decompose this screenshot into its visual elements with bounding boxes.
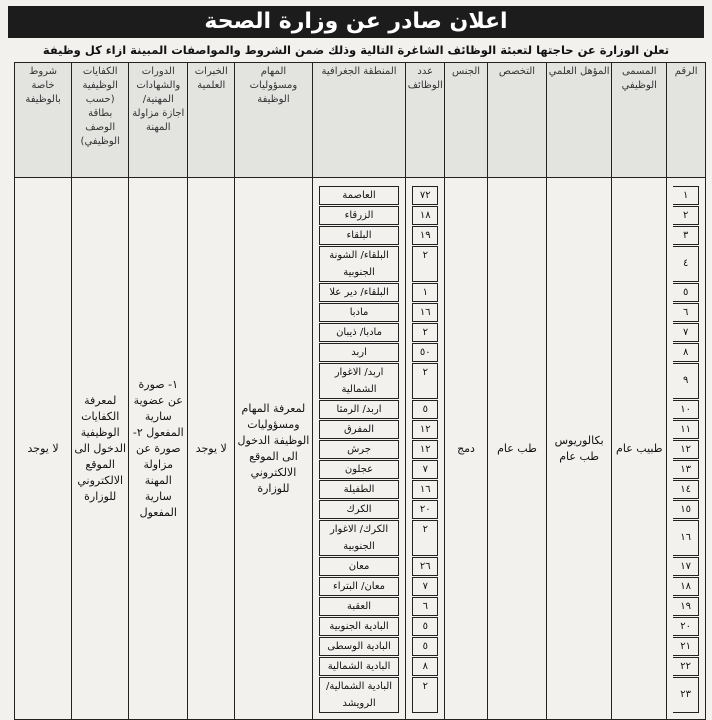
- row-count: ٧٢: [412, 186, 438, 205]
- row-region: الكرك: [319, 500, 400, 519]
- row-region: البادية الشمالية: [319, 657, 400, 676]
- row-number: ٨: [673, 343, 699, 362]
- row-count: ٥: [412, 400, 438, 419]
- row-count: ٨: [412, 657, 438, 676]
- header-number: الرقم: [667, 63, 706, 178]
- row-number: ١٨: [673, 577, 699, 596]
- row-number: ١١: [673, 420, 699, 439]
- row-number: ٢٢: [673, 657, 699, 676]
- row-region: الزرقاء: [319, 206, 400, 225]
- row-region: المفرق: [319, 420, 400, 439]
- header-tasks: المهام ومسؤوليات الوظيفة: [235, 63, 312, 178]
- announcement-banner: اعلان صادر عن وزارة الصحة: [8, 6, 704, 38]
- row-region: معان: [319, 557, 400, 576]
- row-number: ٥: [673, 283, 699, 302]
- row-region: البادية الوسطى: [319, 637, 400, 656]
- row-number: ١٠: [673, 400, 699, 419]
- row-count: ١٩: [412, 226, 438, 245]
- region-column: [312, 178, 406, 720]
- row-region: جرش: [319, 440, 400, 459]
- specialization-cell: طب عام: [487, 178, 546, 720]
- row-count: ٥: [412, 637, 438, 656]
- competencies-cell: لمعرفة الكفايات الوظيفية الدخول الى الموقع الالكتروني للوزارة: [72, 178, 129, 720]
- row-number: ٢٣: [673, 677, 699, 713]
- row-count: ٢: [412, 246, 438, 282]
- vacancies-table: [14, 62, 706, 720]
- table-header-row: [15, 63, 706, 178]
- count-list: [408, 183, 442, 713]
- header-competencies: الكفايات الوظيفية (حسب بطاقة الوصف الوظيفي): [72, 63, 129, 178]
- row-region: البلقاء/ دير علا: [319, 283, 400, 302]
- row-region: العاصمة: [319, 186, 400, 205]
- row-number: ٢٠: [673, 617, 699, 636]
- special-conditions-cell: لا يوجد: [15, 178, 72, 720]
- row-count: ٢: [412, 520, 438, 556]
- row-count: ٢: [412, 363, 438, 399]
- row-region: اربد: [319, 343, 400, 362]
- row-region: اربد/ الاغوار الشمالية: [319, 363, 400, 399]
- header-job-title: المسمى الوظيفي: [612, 63, 667, 178]
- row-region: البلقاء: [319, 226, 400, 245]
- row-count: ٧: [412, 577, 438, 596]
- row-count: ٥٠: [412, 343, 438, 362]
- row-region: مادبا: [319, 303, 400, 322]
- row-region: اربد/ الرمثا: [319, 400, 400, 419]
- row-number: ١٤: [673, 480, 699, 499]
- table-body-row: [15, 178, 706, 720]
- row-number: ٧: [673, 323, 699, 342]
- row-number: ٩: [673, 363, 699, 399]
- number-list: [669, 183, 703, 713]
- row-number: ١: [673, 186, 699, 205]
- row-number: ١٣: [673, 460, 699, 479]
- row-region: الكرك/ الاغوار الجنوبية: [319, 520, 400, 556]
- job-title-cell: طبيب عام: [612, 178, 667, 720]
- row-count: ١: [412, 283, 438, 302]
- row-count: ٥: [412, 617, 438, 636]
- row-count: ٢٠: [412, 500, 438, 519]
- row-number: ١٥: [673, 500, 699, 519]
- row-number: ٢١: [673, 637, 699, 656]
- row-region: الطفيلة: [319, 480, 400, 499]
- tasks-cell: لمعرفة المهام ومسؤوليات الوظيفة الدخول الى الموقع الالكتروني للوزارة: [235, 178, 312, 720]
- row-number: ١٩: [673, 597, 699, 616]
- row-number: ٦: [673, 303, 699, 322]
- qualification-cell: بكالوريوس طب عام: [547, 178, 612, 720]
- row-count: ٧: [412, 460, 438, 479]
- row-count: ١٨: [412, 206, 438, 225]
- gender-cell: دمج: [445, 178, 488, 720]
- number-column: [667, 178, 706, 720]
- row-count: ١٦: [412, 480, 438, 499]
- row-count: ١٦: [412, 303, 438, 322]
- header-gender: الجنس: [445, 63, 488, 178]
- row-number: ٢: [673, 206, 699, 225]
- row-region: مادبا/ ذيبان: [319, 323, 400, 342]
- region-list: [315, 183, 404, 713]
- header-courses: الدورات والشهادات المهنية/ اجازة مزاولة المهنة: [129, 63, 188, 178]
- row-count: ٢٦: [412, 557, 438, 576]
- row-count: ٢: [412, 323, 438, 342]
- courses-cell: ١- صورة عن عضوية سارية المفعول ٢- صورة عن مزاولة المهنة سارية المفعول: [129, 178, 188, 720]
- header-qualification: المؤهل العلمي: [547, 63, 612, 178]
- intro-text: تعلن الوزارة عن حاجتها لتعبئة الوظائف الشاغرة التالية وذلك ضمن الشروط والمواصفات المبينة ازاء كل وظيفة: [42, 43, 670, 57]
- row-count: ٦: [412, 597, 438, 616]
- row-number: ١٧: [673, 557, 699, 576]
- header-region: المنطقة الجغرافية: [312, 63, 406, 178]
- header-experience: الخبرات العلمية: [188, 63, 235, 178]
- count-column: [406, 178, 445, 720]
- row-number: ٣: [673, 226, 699, 245]
- row-region: عجلون: [319, 460, 400, 479]
- row-region: معان/ البتراء: [319, 577, 400, 596]
- row-region: العقبة: [319, 597, 400, 616]
- row-region: البلقاء/ الشونة الجنوبية: [319, 246, 400, 282]
- row-number: ١٢: [673, 440, 699, 459]
- row-region: البادية الشمالية/ الرويشد: [319, 677, 400, 713]
- header-specialization: التخصص: [487, 63, 546, 178]
- row-count: ٢: [412, 677, 438, 713]
- header-special-conditions: شروط خاصة بالوظيفة: [15, 63, 72, 178]
- row-region: البادية الجنوبية: [319, 617, 400, 636]
- experience-cell: لا يوجد: [188, 178, 235, 720]
- header-count: عدد الوظائف: [406, 63, 445, 178]
- row-number: ٤: [673, 246, 699, 282]
- row-count: ١٢: [412, 440, 438, 459]
- row-number: ١٦: [673, 520, 699, 556]
- row-count: ١٢: [412, 420, 438, 439]
